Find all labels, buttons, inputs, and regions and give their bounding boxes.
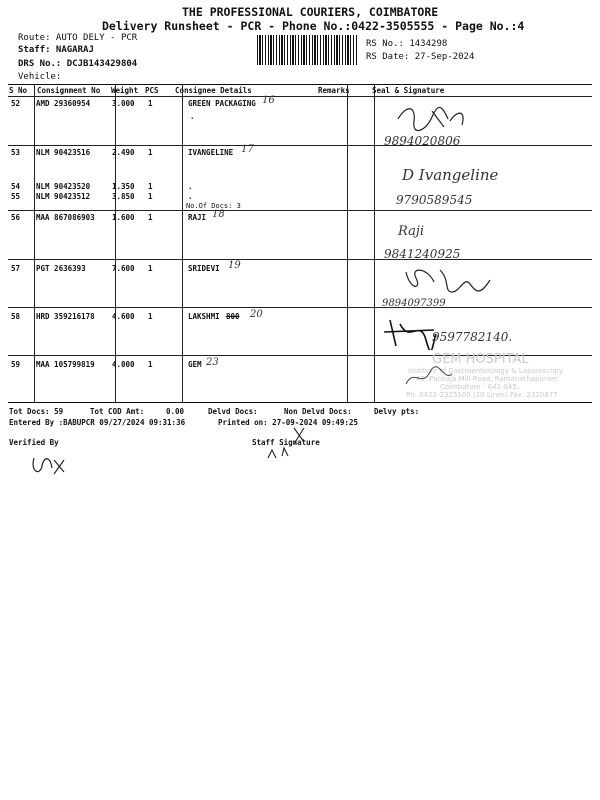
non-delivered-docs: Non Delvd Docs: (284, 407, 352, 416)
delivery-points: Delvy pts: (374, 407, 420, 416)
signature-phone: 9894097399 (382, 298, 446, 309)
row-divider (8, 259, 592, 260)
col-seal-signature: Seal & Signature (372, 86, 445, 95)
handwritten-number: 23 (206, 357, 219, 368)
table-top-rule (8, 84, 592, 85)
table-row-pcs: 1 (148, 99, 153, 108)
handwritten-number: 19 (228, 260, 241, 271)
table-row-sno: 59 (11, 360, 21, 369)
rs-number: RS No.: 1434298 (366, 39, 448, 49)
table-row-weight: 4.600 (112, 312, 135, 321)
table-row-pcs: 1 (148, 264, 153, 273)
table-row-weight: 4.000 (112, 360, 135, 369)
table-row-weight: 1.350 (112, 182, 135, 191)
signature-scribble (262, 424, 312, 468)
printed-on: Printed on: 27-09-2024 09:49:25 (218, 418, 358, 427)
runsheet-title: Delivery Runsheet - PCR - Phone No.:0422-3505555 - Page No.:4 (102, 19, 525, 33)
table-bottom-rule (8, 402, 592, 403)
stamp-line: Coimbatore - 641 045. (440, 383, 519, 391)
signature-scribble (380, 316, 440, 350)
table-row-consignee: IVANGELINE (188, 148, 234, 157)
table-row-consignment: PGT 2636393 (36, 264, 86, 273)
col-consignment: Consignment No (37, 86, 101, 95)
staff-signature: Staff Signature (252, 438, 320, 447)
table-row-weight: 1.600 (112, 213, 135, 222)
struck-value: 800 (226, 312, 240, 321)
signature-phone: 9841240925 (384, 247, 461, 261)
table-row-consignee: SRIDEVI (188, 264, 220, 273)
col-sno: S No (9, 86, 28, 95)
signature-name: D Ivangeline (402, 166, 499, 184)
entered-by: Entered By :BABUPCR 09/27/2024 09:31:36 (9, 418, 186, 427)
delivered-docs: Delvd Docs: (208, 407, 258, 416)
table-row-consignment: AMD 29360954 (36, 99, 91, 108)
handwritten-number: 20 (250, 309, 263, 320)
total-cod-amount: 0.00 (166, 407, 185, 416)
table-row-pcs: 1 (148, 148, 153, 157)
stamp-line: 45, Pankaja Mill Road, Ramanathapuram (416, 375, 558, 383)
total-docs: Tot Docs: 59 (9, 407, 64, 416)
table-row-sno: 57 (11, 264, 21, 273)
barcode (257, 35, 357, 65)
stamp-line: Institute of Gastroenterology & Laparoscopy (408, 367, 564, 375)
table-row-weight: 2.490 (112, 148, 135, 157)
signature-scribble (392, 101, 482, 133)
stamp-line: GEM HOSPITAL (432, 352, 529, 367)
col-remarks: Remarks (318, 86, 350, 95)
table-row-sno: 54 (11, 182, 21, 191)
table-row-sno: 52 (11, 99, 21, 108)
table-row-consignee: . (188, 182, 193, 191)
table-row-consignee: RAJI (188, 213, 207, 222)
table-row-weight: 3.850 (112, 192, 135, 201)
table-row-consignee: LAKSHMI (188, 312, 220, 321)
drs-number: DRS No.: DCJB143429804 (18, 59, 138, 69)
table-row-consignment: NLM 90423520 (36, 182, 91, 191)
signature-scribble (400, 362, 470, 392)
table-row-pcs: 1 (148, 312, 153, 321)
table-row-weight: 3.000 (112, 99, 135, 108)
table-row-consignee: GREEN PACKAGING (188, 99, 256, 108)
table-row-consignee: GEM (188, 360, 202, 369)
table-header-rule (8, 96, 592, 97)
signature-name: Raji (398, 224, 425, 239)
route-label: Route: AUTO DELY - PCR (18, 33, 138, 43)
vehicle-label: Vehicle: (18, 72, 62, 82)
company-name: THE PROFESSIONAL COURIERS, COIMBATORE (182, 5, 439, 19)
table-row-sno: 55 (11, 192, 21, 201)
stamp-line: Ph: 0422-2325100 (10 Lines) Fax: 2320877 (406, 391, 558, 399)
rs-date: RS Date: 27-Sep-2024 (366, 52, 475, 62)
col-pcs: PCS (145, 86, 159, 95)
handwritten-number: 18 (212, 209, 225, 220)
table-row-pcs: 1 (148, 182, 153, 191)
table-row-pcs: 1 (148, 360, 153, 369)
table-row-sno: 58 (11, 312, 21, 321)
table-row-sno: 56 (11, 213, 21, 222)
signature-scribble (28, 450, 68, 480)
table-row-consignment: NLM 90423512 (36, 192, 91, 201)
table-row-consignment: NLM 90423516 (36, 148, 91, 157)
row-divider (8, 145, 592, 146)
no-of-docs: No.Of Docs: 3 (186, 202, 241, 210)
table-row-pcs: 1 (148, 213, 153, 222)
col-weight: Weight (111, 86, 139, 95)
handwritten-number: 16 (262, 95, 275, 106)
table-row-pcs: 1 (148, 192, 153, 201)
verified-by: Verified By (9, 438, 59, 447)
row-divider (8, 307, 592, 308)
row-divider (8, 210, 592, 211)
staff-label: Staff: NAGARAJ (18, 45, 94, 55)
table-row-dot: . (190, 112, 195, 121)
table-row-weight: 7.600 (112, 264, 135, 273)
table-row-consignment: MAA 867086903 (36, 213, 95, 222)
table-row-sno: 53 (11, 148, 21, 157)
signature-phone: 9894020806 (384, 134, 461, 148)
table-row-consignment: MAA 105799819 (36, 360, 95, 369)
table-row-consignee: . (188, 192, 193, 201)
total-cod-label: Tot COD Amt: (90, 407, 145, 416)
signature-phone: 9790589545 (396, 193, 473, 207)
table-row-consignment: HRD 359216178 (36, 312, 95, 321)
signature-scribble (400, 262, 500, 300)
handwritten-number: 17 (241, 144, 254, 155)
signature-phone: 9597782140. (432, 330, 513, 344)
col-consignee: Consignee Details (175, 86, 252, 95)
